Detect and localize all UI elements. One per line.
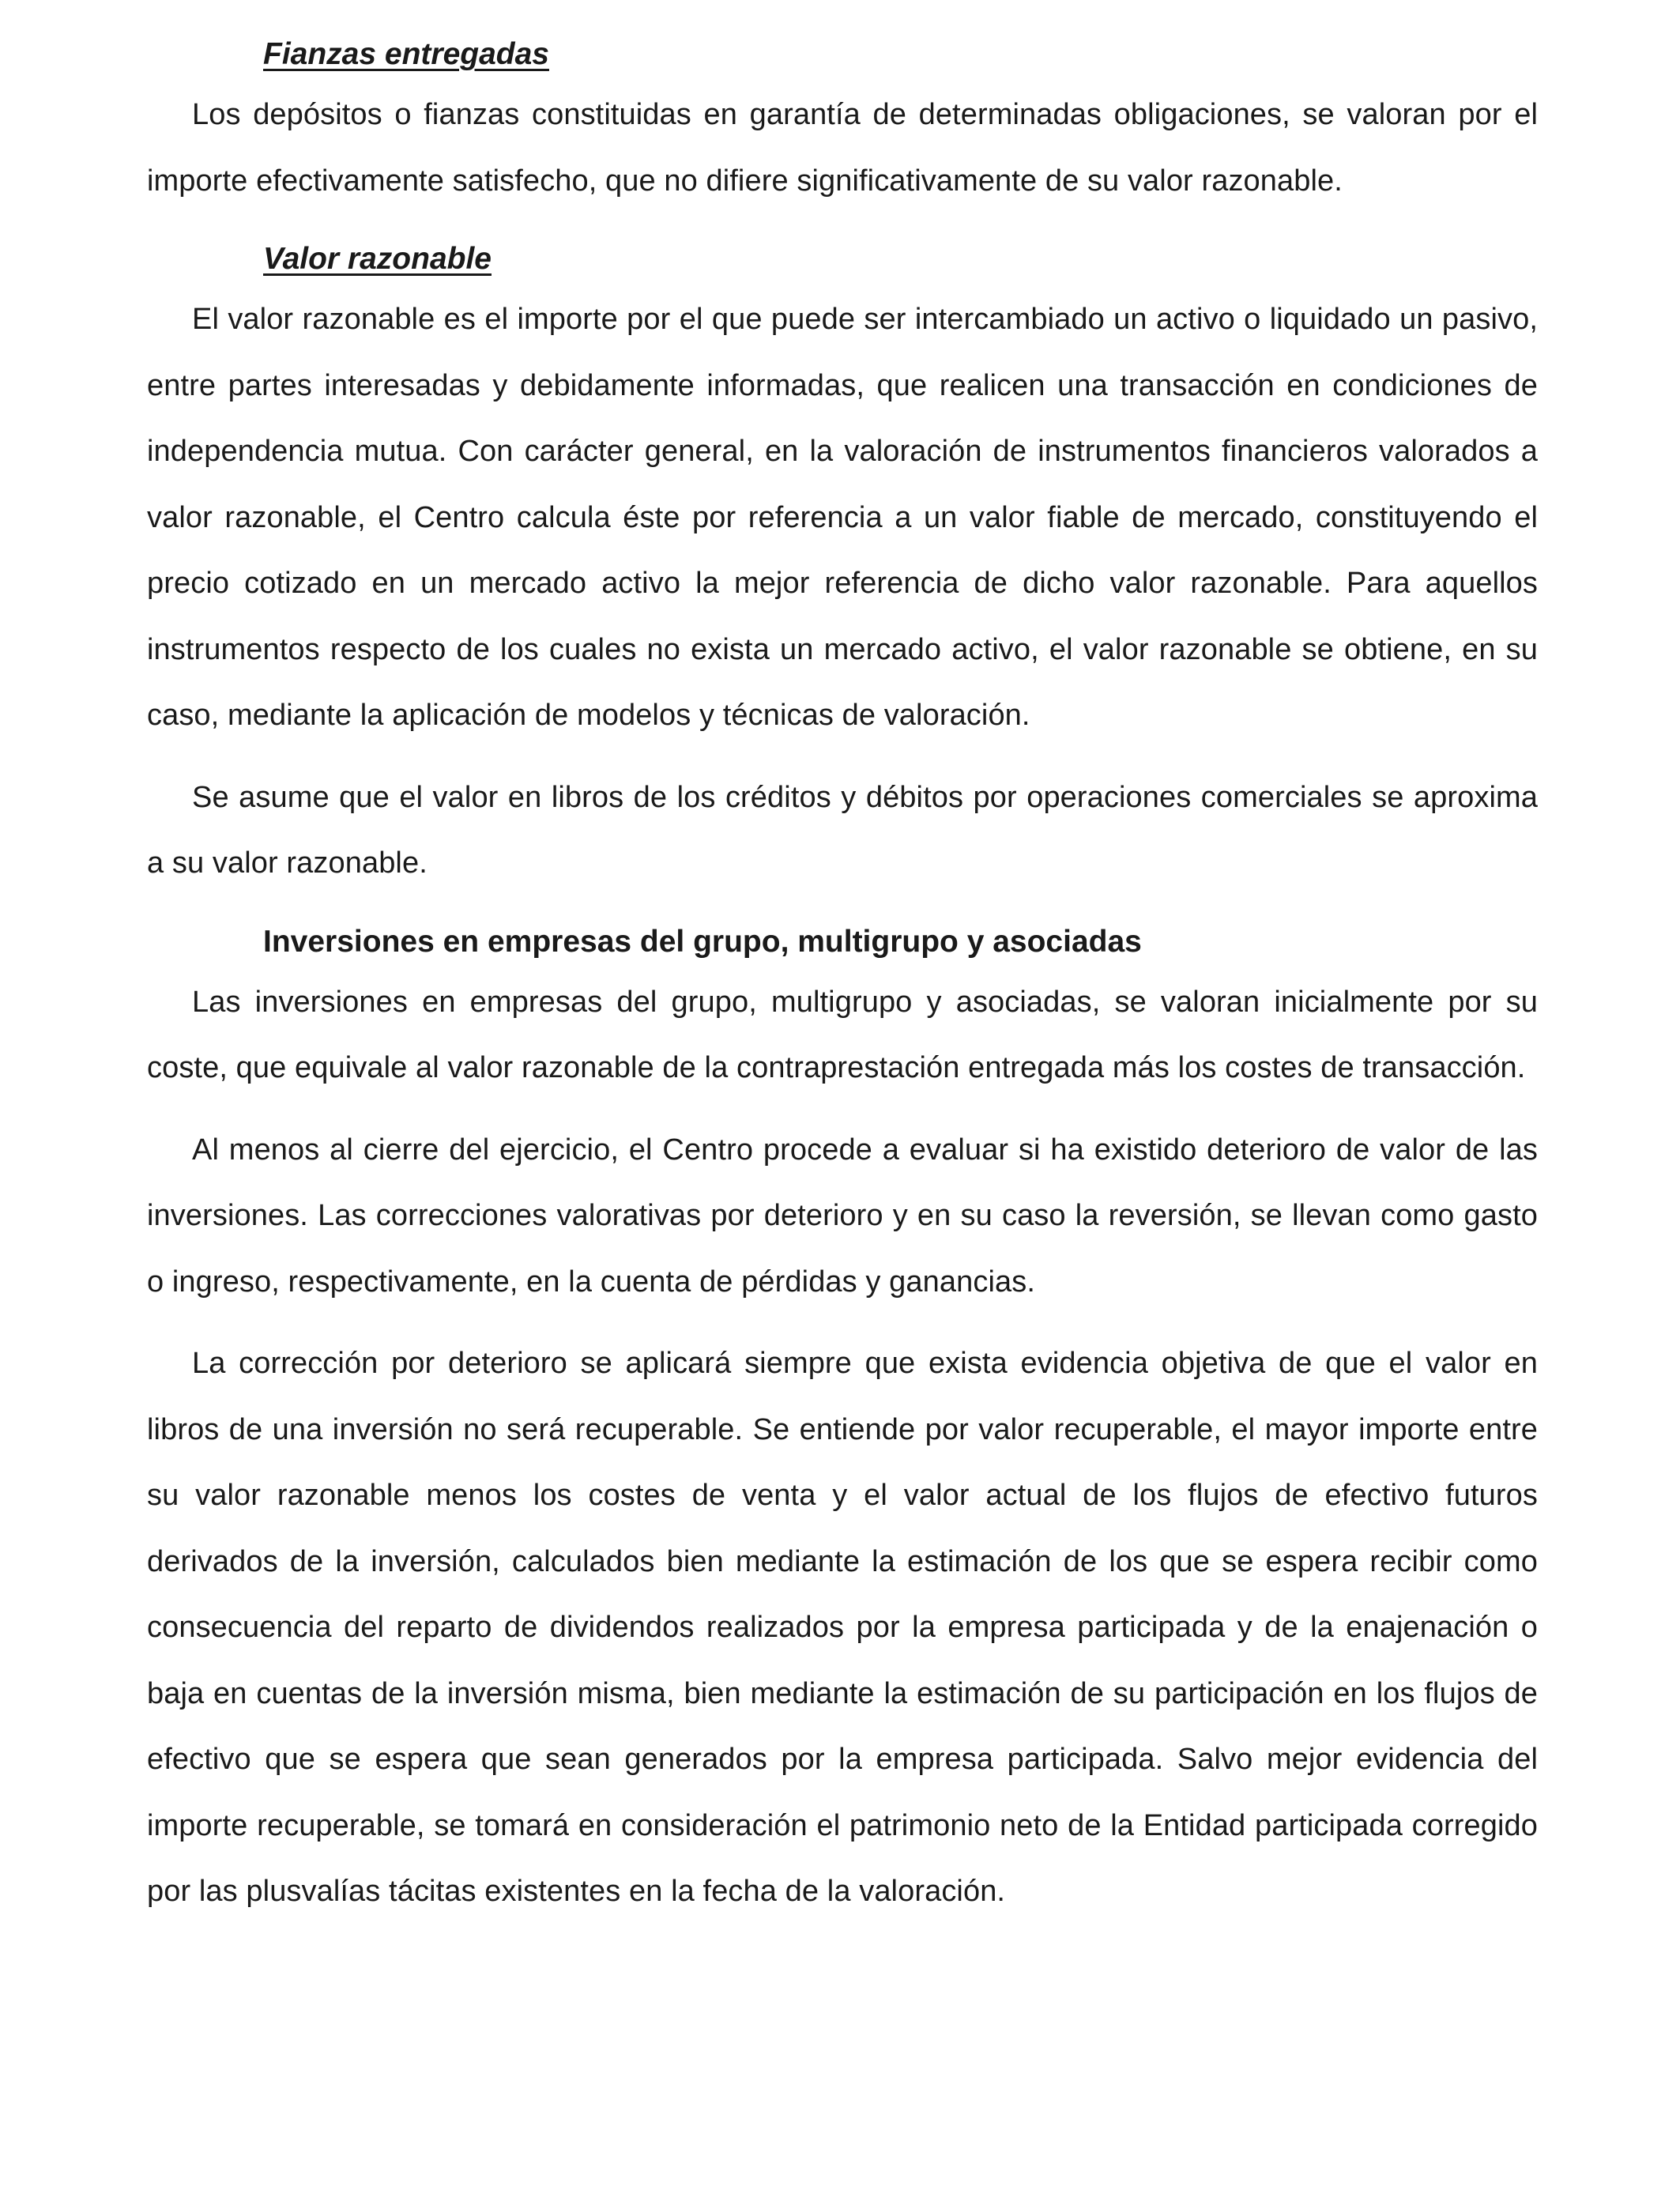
heading-valor-razonable: Valor razonable xyxy=(263,242,492,276)
paragraph-inversiones-valoracion-inicial: Las inversiones en empresas del grupo, multigrupo y asociadas, se valoran inicialmente por su coste, que equivale al valor razonable de la contraprestación entregada más los costes de transacción. xyxy=(147,985,1538,1084)
heading-fianzas-entregadas: Fianzas entregadas xyxy=(263,37,549,71)
paragraph-correccion-deterioro: La corrección por deterioro se aplicará siempre que exista evidencia objetiva de que el valor en libros de una inversión no será recuperable. Se entiende por valor recuperable, el mayor importe entre su valor razonable menos los costes de venta y el valor actual de los flujos de efectivo futuros derivados de la inversión, calculados bien mediante la estimación de los que se espera recibir como consecuencia del reparto de dividendos realizados por la empresa participada y de la enajenación o baja en cuentas de la inversión misma, bien mediante la estimación de su participación en los flujos de efectivo que se espera que sean generados por la empresa participada. Salvo mejor evidencia del importe recuperable, se tomará en consideración el patrimonio neto de la Entidad participada corregido por las plusvalías tácitas existentes en la fecha de la valoración. xyxy=(147,1347,1538,1908)
paragraph-valor-razonable-definicion: El valor razonable es el importe por el que puede ser intercambiado un activo o liquidado un pasivo, entre partes interesadas y debidamente informadas, que realicen una transacción en condiciones de independencia mutua. Con carácter general, en la valoración de instrumentos financieros valorados a valor razonable, el Centro calcula éste por referencia a un valor fiable de mercado, constituyendo el precio cotizado en un mercado activo la mejor referencia de dicho valor razonable. Para aquellos instrumentos respecto de los cuales no exista un mercado activo, el valor razonable se obtiene, en su caso, mediante la aplicación de modelos y técnicas de valoración. xyxy=(147,303,1538,732)
paragraph-inversiones-deterioro: Al menos al cierre del ejercicio, el Centro procede a evaluar si ha existido deterioro de valor de las inversiones. Las correcciones valorativas por deterioro y en su caso la reversión, se llevan como gasto o ingreso, respectivamente, en la cuenta de pérdidas y ganancias. xyxy=(147,1133,1538,1299)
heading-inversiones-empresas-grupo: Inversiones en empresas del grupo, multigrupo y asociadas xyxy=(263,924,1142,959)
spacer xyxy=(147,749,1538,765)
paragraph-valor-libros: Se asume que el valor en libros de los créditos y débitos por operaciones comerciales se aproxima a su valor razonable. xyxy=(147,780,1538,880)
document-page xyxy=(147,32,1538,1925)
spacer xyxy=(147,214,1538,236)
spacer xyxy=(147,897,1538,919)
paragraph-fianzas: Los depósitos o fianzas constituidas en garantía de determinadas obligaciones, se valoran por el importe efectivamente satisfecho, que no difiere significativamente de su valor razonable. xyxy=(147,98,1538,198)
spacer xyxy=(147,1102,1538,1118)
spacer xyxy=(147,1315,1538,1331)
